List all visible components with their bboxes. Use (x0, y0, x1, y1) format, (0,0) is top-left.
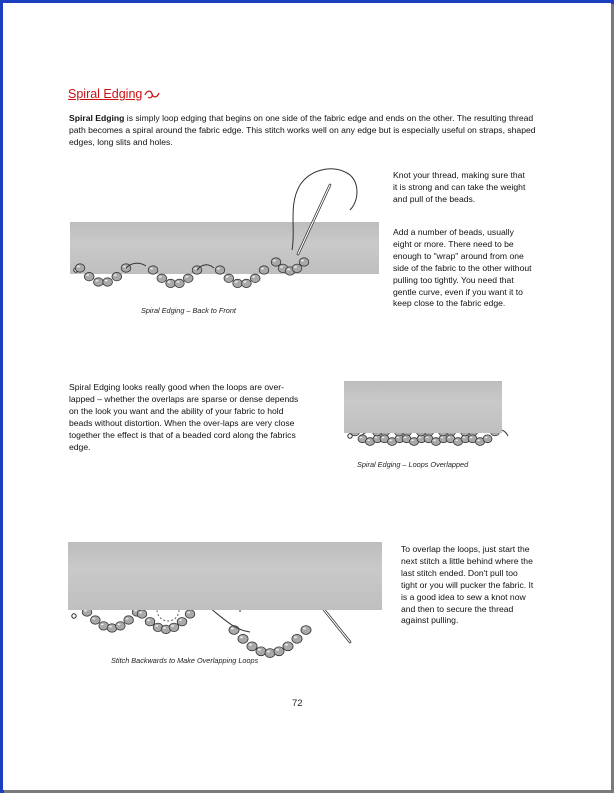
bead-highlight (179, 619, 182, 621)
bead-highlight (261, 268, 264, 270)
bead-highlight (194, 268, 197, 270)
bead-highlight (126, 618, 129, 620)
bead-highlight (375, 437, 378, 439)
bead (91, 616, 101, 624)
bead (256, 647, 266, 656)
bead (84, 272, 94, 280)
bead-highlight (249, 644, 252, 646)
bead-highlight (367, 439, 370, 441)
bead (75, 264, 85, 272)
bead-highlight (382, 437, 385, 439)
bead-highlight (187, 612, 190, 614)
bead-highlight (287, 269, 290, 271)
caption-stitch-backwards: Stitch Backwards to Make Overlapping Loops (111, 656, 259, 665)
bead (116, 622, 126, 630)
instruction-knot-thread: Knot your thread, making sure that it is strong and can take the weight and pull of the beads. (393, 170, 526, 204)
bead-highlight (217, 268, 220, 270)
bead-highlight (86, 274, 89, 276)
bead-highlight (360, 437, 363, 439)
bead (215, 266, 225, 274)
bead-highlight (448, 437, 451, 439)
bead (292, 634, 302, 643)
bead-highlight (419, 437, 422, 439)
bead (242, 279, 252, 287)
bead-highlight (168, 281, 171, 283)
bead-highlight (470, 437, 473, 439)
bead-highlight (171, 625, 174, 627)
instruction-add-beads: Add a number of beads, usually eight or more. There need to be enough to "wrap" around from one side of the fabric to the other without pulling too tightly. You need that gentle curve, even if you want it to keep close to the fabric edge. (393, 227, 532, 309)
bead-highlight (477, 439, 480, 441)
thread (345, 172, 357, 210)
bead (185, 610, 195, 618)
bead-highlight (185, 276, 188, 278)
bead-highlight (163, 627, 166, 629)
caption-back-to-front: Spiral Edging – Back to Front (141, 306, 236, 315)
bead-highlight (252, 276, 255, 278)
bead (250, 274, 260, 282)
needle-body (298, 185, 330, 254)
overlap-description: Spiral Edging looks really good when the loops are over-lapped – whether the overlaps are sparse or dense depends on the look you want and the ability of your fabric to hold beads without distortion. When the over-laps are very close together the effect is that of a beaded cord along the fabrics edge. (69, 382, 299, 452)
bead-highlight (267, 651, 270, 653)
bead-highlight (240, 636, 243, 638)
bead-highlight (109, 626, 112, 628)
bead (233, 279, 243, 287)
bead (145, 617, 155, 625)
bead (157, 274, 167, 282)
bead (112, 272, 122, 280)
bead (177, 617, 187, 625)
caption-loops-overlapped: Spiral Edging – Loops Overlapped (357, 460, 469, 469)
bead (148, 266, 158, 274)
page-number: 72 (292, 698, 303, 709)
bead-highlight (243, 281, 246, 283)
bead-highlight (404, 437, 407, 439)
bead-highlight (235, 281, 238, 283)
bead (265, 649, 275, 658)
bead-highlight (397, 437, 400, 439)
bead-highlight (276, 649, 279, 651)
bead (103, 278, 113, 286)
bead-highlight (441, 437, 444, 439)
bead (175, 279, 185, 287)
intro-text: is simply loop edging that begins on one side of the fabric edge and ends on the other. The resulting thread path becomes a spiral around the fabric edge. This stitch works well on any edge but is especially useful on straps, shaped edges, long slits and holes. (69, 113, 536, 148)
bead-highlight (294, 266, 297, 268)
bead-highlight (123, 266, 126, 268)
bead (238, 634, 248, 643)
bead-highlight (301, 260, 304, 262)
bead-highlight (455, 439, 458, 441)
bead (229, 626, 239, 635)
bead-highlight (150, 268, 153, 270)
bead (247, 642, 257, 651)
bead (137, 610, 147, 618)
bead-highlight (280, 266, 283, 268)
bead-highlight (426, 437, 429, 439)
bead (259, 266, 269, 274)
section-title: Spiral Edging (68, 87, 143, 101)
bead (183, 274, 193, 282)
bead-highlight (463, 437, 466, 439)
bead-highlight (285, 644, 288, 646)
bead-highlight (176, 281, 179, 283)
bead-highlight (77, 266, 80, 268)
bead-highlight (303, 627, 306, 629)
bead-highlight (258, 649, 261, 651)
overlap-instructions: To overlap the loops, just start the next stitch a little behind where the last stitch ended. Don't pull too tight or you will pucker the fabric. It is a good idea to sew a knot now and then to secure the thread against pulling. (401, 544, 534, 626)
intro-lead: Spiral Edging (69, 113, 125, 123)
bead-highlight (433, 439, 436, 441)
bead (301, 626, 311, 635)
bead (299, 258, 309, 266)
bead-highlight (485, 437, 488, 439)
bead-highlight (155, 625, 158, 627)
fabric-swatch-2 (344, 381, 502, 433)
bead (292, 264, 302, 272)
bead-highlight (159, 276, 162, 278)
bead (274, 647, 284, 656)
bead-highlight (139, 612, 142, 614)
bead-highlight (294, 636, 297, 638)
bead (94, 278, 104, 286)
bead-highlight (114, 274, 117, 276)
bead-highlight (389, 439, 392, 441)
bead-highlight (231, 627, 234, 629)
bead-highlight (101, 623, 104, 625)
bead-highlight (226, 276, 229, 278)
bead (124, 616, 134, 624)
bead-highlight (411, 439, 414, 441)
fabric-swatch-3 (68, 542, 382, 610)
bead-highlight (95, 280, 98, 282)
bead (483, 435, 492, 443)
bead (224, 274, 234, 282)
bead-highlight (117, 623, 120, 625)
bead-highlight (105, 280, 108, 282)
bead (166, 279, 176, 287)
bead (169, 623, 179, 631)
bead-highlight (273, 260, 276, 262)
bead (283, 642, 293, 651)
bead-highlight (92, 618, 95, 620)
bead-highlight (147, 619, 150, 621)
knot (72, 614, 76, 618)
bead (271, 258, 281, 266)
